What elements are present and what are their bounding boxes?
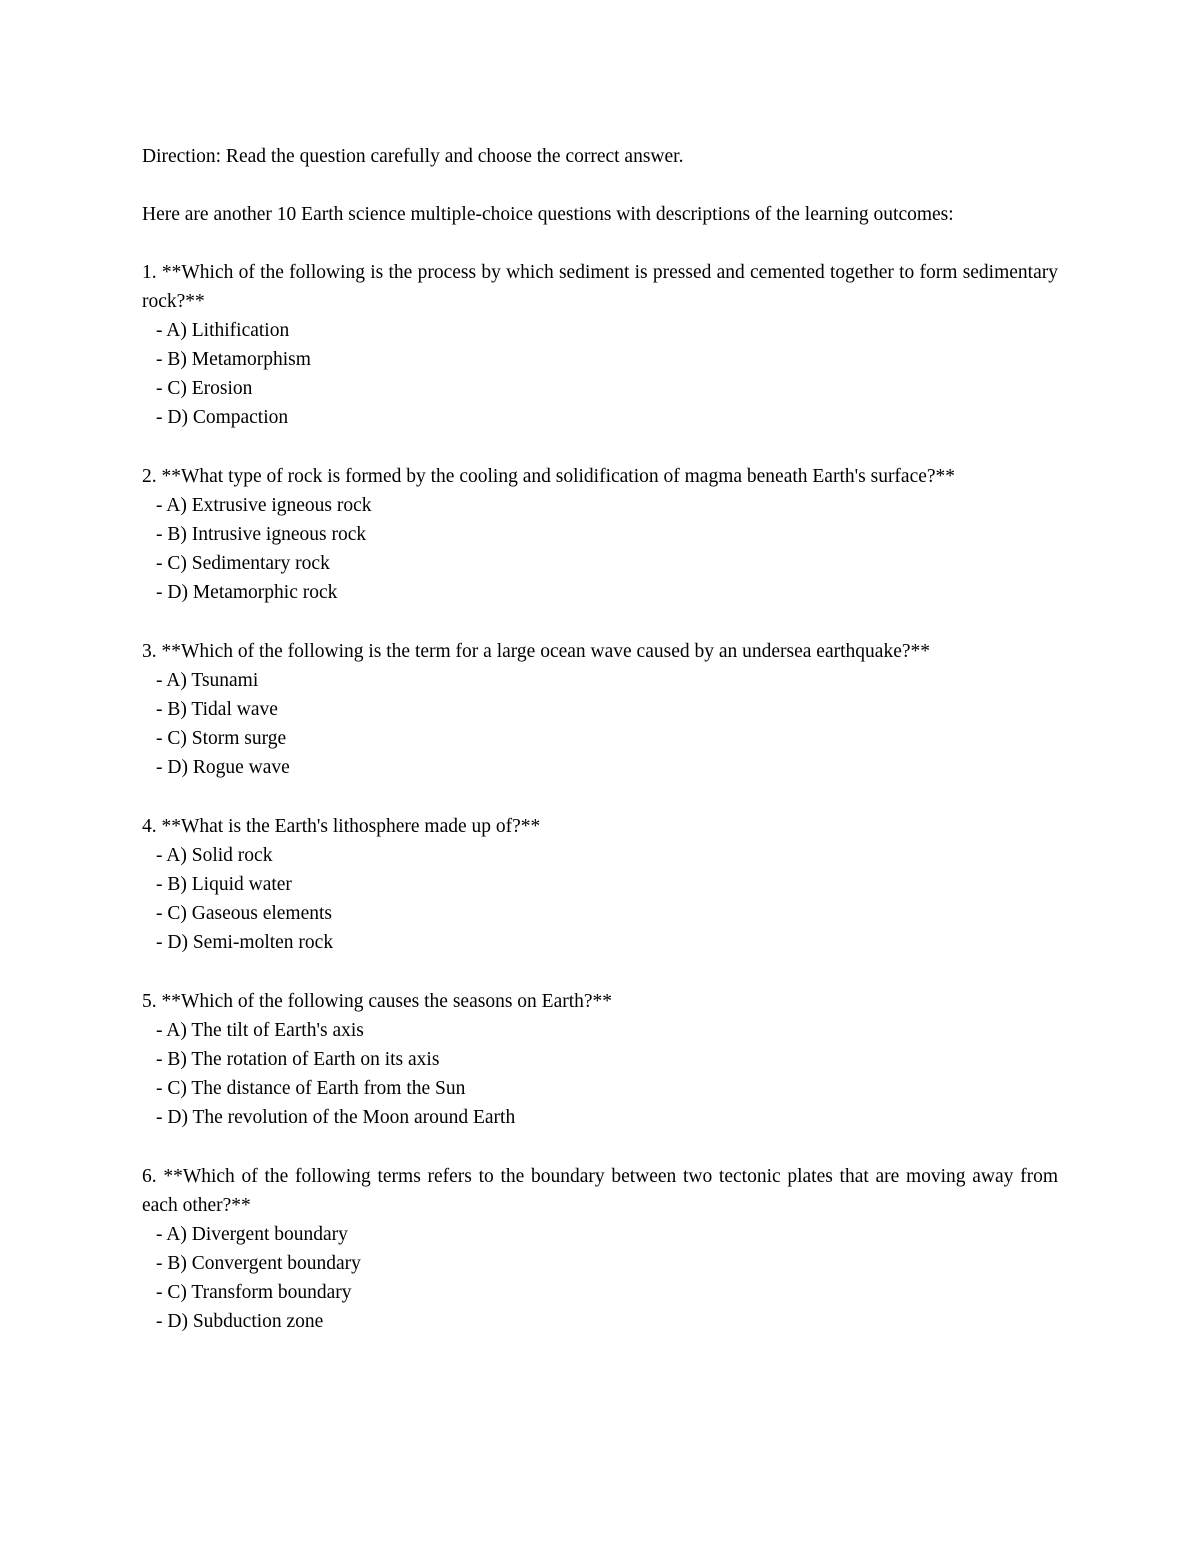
- question-3: [142, 637, 1058, 782]
- option-b: - B) Tidal wave: [156, 699, 278, 720]
- question-text: 4. **What is the Earth's lithosphere made up of?**: [142, 816, 541, 837]
- option-b: - B) Convergent boundary: [156, 1253, 361, 1274]
- question-text: 5. **Which of the following causes the seasons on Earth?**: [142, 991, 613, 1012]
- question-1: [142, 258, 1058, 432]
- option-a: - A) Divergent boundary: [156, 1224, 348, 1245]
- question-text: 1. **Which of the following is the process by which sediment is pressed and cemented together to form sedimentary rock?**: [142, 262, 1058, 312]
- option-b: - B) Liquid water: [156, 874, 292, 895]
- option-a: - A) Tsunami: [156, 670, 259, 691]
- intro-text: Here are another 10 Earth science multiple-choice questions with descriptions of the learning outcomes:: [142, 204, 954, 225]
- option-d: - D) Semi-molten rock: [156, 932, 334, 953]
- option-a: - A) Lithification: [156, 320, 290, 341]
- option-list: [142, 666, 1058, 782]
- option-list: [142, 1220, 1058, 1336]
- option-d: - D) Rogue wave: [156, 757, 290, 778]
- question-4: [142, 812, 1058, 957]
- option-b: - B) The rotation of Earth on its axis: [156, 1049, 440, 1070]
- document-content: [142, 142, 1058, 1336]
- spacer: [142, 229, 1058, 258]
- option-list: [142, 841, 1058, 957]
- direction-text: Direction: Read the question carefully and choose the correct answer.: [142, 146, 684, 167]
- option-c: - C) Transform boundary: [156, 1282, 352, 1303]
- option-c: - C) Gaseous elements: [156, 903, 332, 924]
- option-c: - C) Storm surge: [156, 728, 287, 749]
- option-list: [142, 1016, 1058, 1132]
- option-list: [142, 491, 1058, 607]
- option-c: - C) Erosion: [156, 378, 253, 399]
- option-list: [142, 316, 1058, 432]
- spacer: [142, 171, 1058, 200]
- option-d: - D) Compaction: [156, 407, 289, 428]
- option-d: - D) Subduction zone: [156, 1311, 324, 1332]
- option-a: - A) The tilt of Earth's axis: [156, 1020, 364, 1041]
- option-c: - C) Sedimentary rock: [156, 553, 330, 574]
- option-d: - D) The revolution of the Moon around Earth: [156, 1107, 516, 1128]
- option-a: - A) Extrusive igneous rock: [156, 495, 372, 516]
- option-d: - D) Metamorphic rock: [156, 582, 338, 603]
- question-6: [142, 1162, 1058, 1336]
- option-b: - B) Metamorphism: [156, 349, 311, 370]
- question-list: [142, 258, 1058, 1336]
- option-a: - A) Solid rock: [156, 845, 273, 866]
- question-text: 2. **What type of rock is formed by the cooling and solidification of magma beneath Earth's surface?**: [142, 466, 956, 487]
- question-text: 6. **Which of the following terms refers to the boundary between two tectonic plates that are moving away from each other?**: [142, 1166, 1058, 1216]
- question-text: 3. **Which of the following is the term for a large ocean wave caused by an undersea earthquake?**: [142, 641, 930, 662]
- question-5: [142, 987, 1058, 1132]
- option-b: - B) Intrusive igneous rock: [156, 524, 367, 545]
- question-2: [142, 462, 1058, 607]
- option-c: - C) The distance of Earth from the Sun: [156, 1078, 466, 1099]
